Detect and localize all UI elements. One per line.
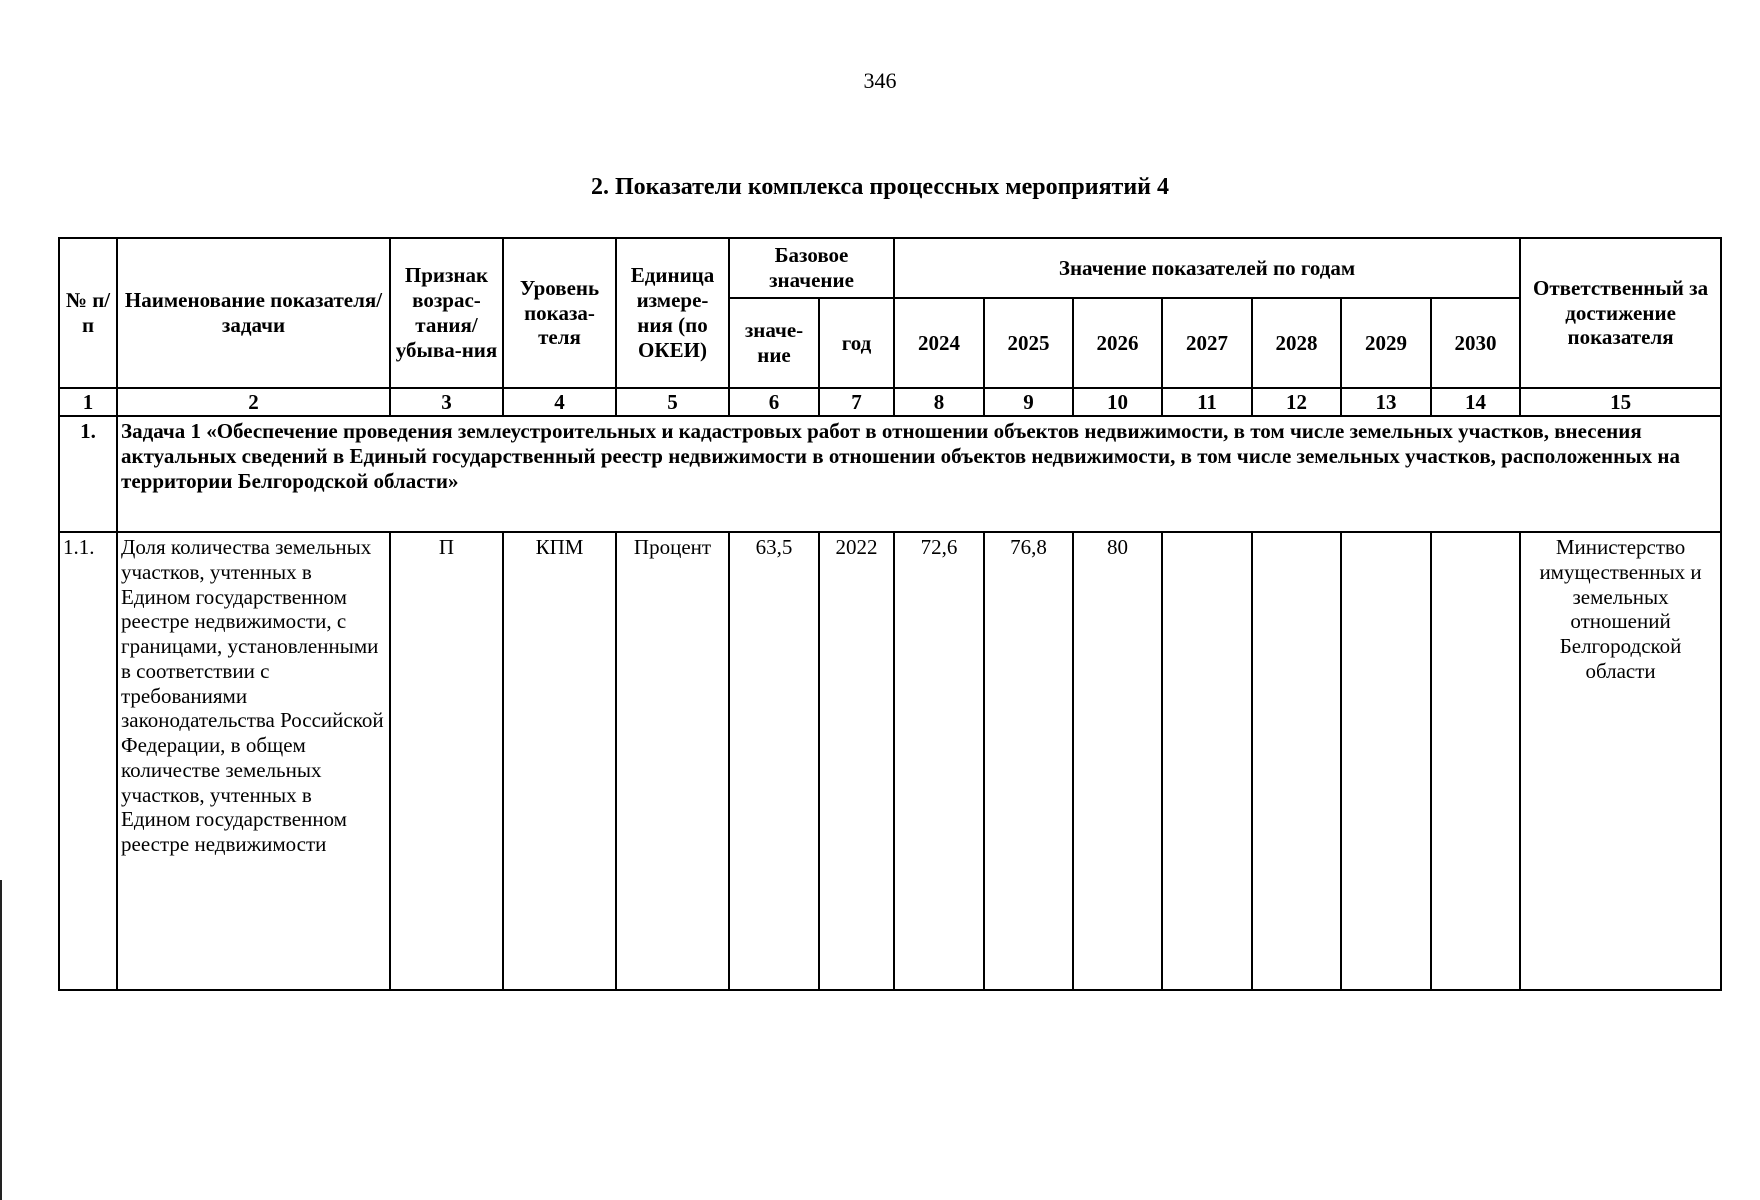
column-number: 11 (1162, 388, 1252, 416)
header-year-2025: 2025 (984, 298, 1073, 388)
task-number: 1. (59, 416, 117, 532)
header-year-2029: 2029 (1341, 298, 1431, 388)
header-year-2030: 2030 (1431, 298, 1520, 388)
column-number: 1 (59, 388, 117, 416)
indicator-name: Доля количества земельных участков, учтенных в Едином государственном реестре недвижимости, с границами, установленными в соответствии с требованиями законодательства Российской Федерации, в общем количестве земельных участков, учтенных в Едином государственном реестре недвижимости (117, 532, 390, 990)
header-num: № п/п (59, 238, 117, 388)
row-number: 1.1. (59, 532, 117, 990)
responsible-body: Министерство имущественных и земельных отношений Белгородской области (1520, 532, 1721, 990)
header-year-2026: 2026 (1073, 298, 1162, 388)
column-number: 5 (616, 388, 729, 416)
indicator-sign: П (390, 532, 503, 990)
value-2030 (1431, 532, 1520, 990)
value-2028 (1252, 532, 1341, 990)
column-number: 13 (1341, 388, 1431, 416)
column-number: 4 (503, 388, 616, 416)
value-2025: 76,8 (984, 532, 1073, 990)
table-row (59, 532, 1721, 990)
page-title: 2. Показатели комплекса процессных мероприятий 4 (590, 174, 1169, 200)
scan-margin-line (0, 880, 2, 1200)
column-number: 9 (984, 388, 1073, 416)
column-number: 14 (1431, 388, 1520, 416)
column-number: 10 (1073, 388, 1162, 416)
column-number: 2 (117, 388, 390, 416)
indicator-unit: Процент (616, 532, 729, 990)
header-sign: Признак возрас-тания/ убыва-ния (390, 238, 503, 388)
column-numbers-row (59, 388, 1721, 416)
header-unit: Единица измере-ния (по ОКЕИ) (616, 238, 729, 388)
header-base-year: год (819, 298, 894, 388)
column-number: 8 (894, 388, 984, 416)
column-number: 3 (390, 388, 503, 416)
header-name: Наименование показателя/задачи (117, 238, 390, 388)
base-year: 2022 (819, 532, 894, 990)
task-row (59, 416, 1721, 532)
base-value: 63,5 (729, 532, 819, 990)
header-responsible: Ответственный за достижение показателя (1520, 238, 1721, 388)
indicator-level: КПМ (503, 532, 616, 990)
header-level: Уровень показа-теля (503, 238, 616, 388)
header-base-group: Базовое значение (729, 238, 894, 298)
column-number: 7 (819, 388, 894, 416)
value-2029 (1341, 532, 1431, 990)
column-number: 6 (729, 388, 819, 416)
header-year-2024: 2024 (894, 298, 984, 388)
header-year-2028: 2028 (1252, 298, 1341, 388)
task-text: Задача 1 «Обеспечение проведения землеустроительных и кадастровых работ в отношении объектов недвижимости, в том числе земельных участков, внесения актуальных сведений в Единый государственный реестр недвижимости в отношении объектов недвижимости, в том числе земельных участков, расположенных на территории Белгородской области» (117, 416, 1721, 532)
page-number: 346 (863, 68, 897, 93)
value-2026: 80 (1073, 532, 1162, 990)
value-2024: 72,6 (894, 532, 984, 990)
header-base-value: значе-ние (729, 298, 819, 388)
header-year-2027: 2027 (1162, 298, 1252, 388)
value-2027 (1162, 532, 1252, 990)
column-number: 12 (1252, 388, 1341, 416)
column-number: 15 (1520, 388, 1721, 416)
indicators-table (58, 237, 1722, 991)
header-years-group: Значение показателей по годам (894, 238, 1520, 298)
